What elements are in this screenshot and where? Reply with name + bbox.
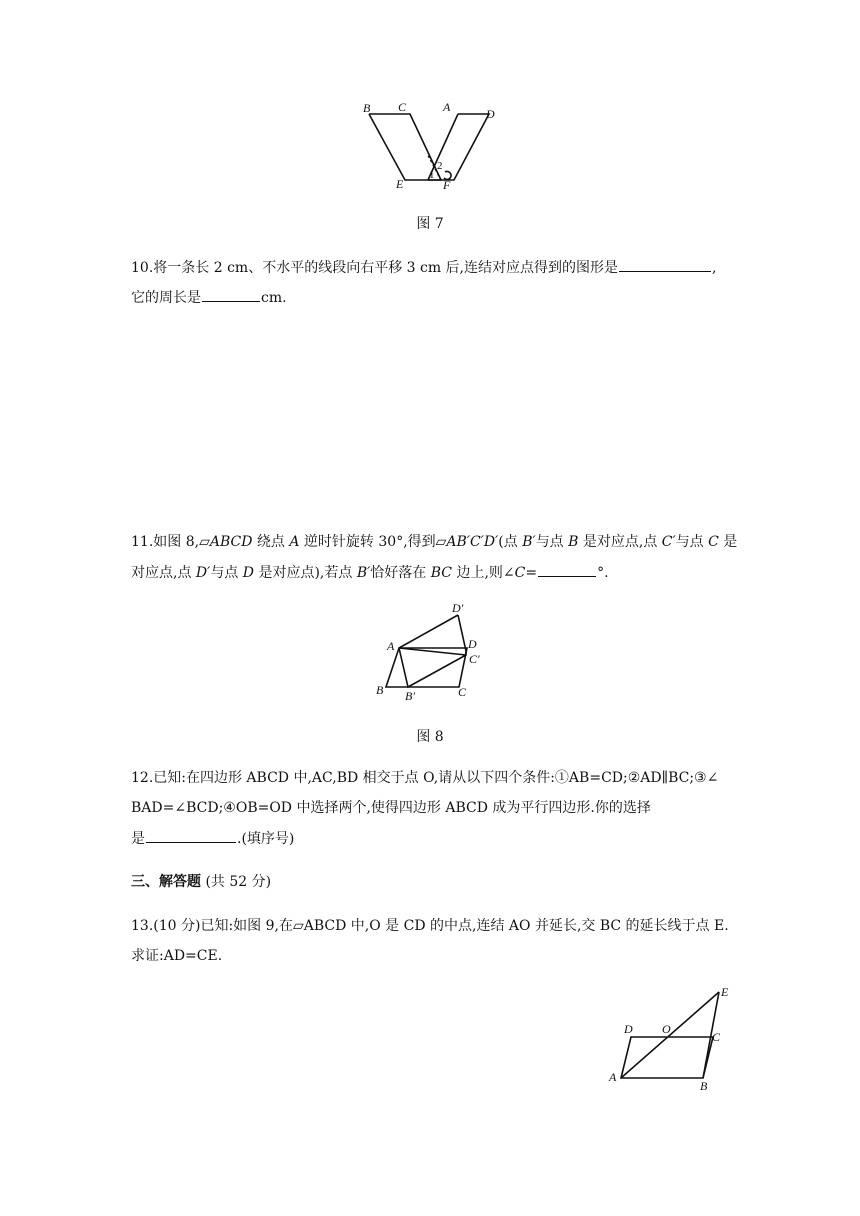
- fig7-label-B: B: [363, 101, 371, 115]
- answer-blank-q10-shape: [619, 257, 711, 272]
- fig9-label-D: D: [624, 1022, 633, 1036]
- question-12-line-1: 12.已知:在四边形 ABCD 中,AC,BD 相交于点 O,请从以下四个条件:①AB=CD;②AD∥BC;③∠: [131, 770, 719, 786]
- fig8-label-B: B: [376, 683, 384, 697]
- fig7-label-C: C: [398, 100, 407, 114]
- question-13-line-2: 求证:AD=CE.: [131, 948, 223, 964]
- fig7-label-D: D: [486, 107, 495, 121]
- question-12-line-2: BAD=∠BCD;④OB=OD 中选择两个,使得四边形 ABCD 成为平行四边形.你的选择: [131, 800, 651, 816]
- section-3-heading: 三、解答题 (共 52 分): [131, 874, 272, 890]
- fig7-label-F: F: [443, 178, 451, 192]
- question-10-line-1: 10.将一条长 2 cm、不水平的线段向右平移 3 cm 后,连结对应点得到的图形是 ,: [131, 257, 731, 278]
- fig8-label-D: D: [468, 637, 477, 651]
- fig9-label-C: C: [712, 1030, 721, 1044]
- fig9-label-E: E: [721, 985, 729, 999]
- fig7-label-2: 2: [437, 160, 443, 172]
- fig7-label-A: A: [443, 100, 451, 114]
- fig9-label-A: A: [609, 1070, 617, 1084]
- fig9-label-B: B: [700, 1079, 708, 1093]
- figure-7-caption: 图 7: [416, 216, 444, 232]
- question-13-line-1: 13.(10 分)已知:如图 9,在▱ABCD 中,O 是 CD 的中点,连结 AO 并延长,交 BC 的延长线于点 E.: [131, 918, 729, 934]
- question-12-line-3: 是 .(填序号): [131, 828, 731, 849]
- answer-blank-q12: [146, 828, 236, 843]
- question-10-line-2: 它的周长是 cm.: [131, 287, 731, 308]
- fig8-label-B-prime: B′: [405, 689, 415, 703]
- answer-blank-q11: [538, 562, 596, 577]
- fig7-label-E: E: [396, 177, 404, 191]
- fig8-label-C-prime: C′: [469, 652, 480, 666]
- figure-7-diagram: [355, 98, 505, 193]
- question-11-line-2: 对应点,点 D′与点 D 是对应点),若点 B′恰好落在 BC 边上,则∠C= °.: [131, 562, 731, 583]
- figure-8-diagram: [372, 598, 492, 708]
- question-11-line-1: 11.如图 8,▱ABCD 绕点 A 逆时针旋转 30°,得到▱AB′C′D′(点 B′与点 B 是对应点,点 C′与点 C 是: [131, 534, 738, 550]
- fig7-label-1: 1: [429, 169, 435, 181]
- fig8-label-D-prime: D′: [452, 601, 464, 615]
- answer-blank-q10-perimeter: [202, 287, 260, 302]
- figure-8-caption: 图 8: [416, 729, 444, 745]
- fig8-label-C: C: [458, 685, 467, 699]
- figure-9-diagram: [605, 983, 745, 1093]
- fig9-label-O: O: [662, 1022, 671, 1036]
- fig8-label-A: A: [387, 639, 395, 653]
